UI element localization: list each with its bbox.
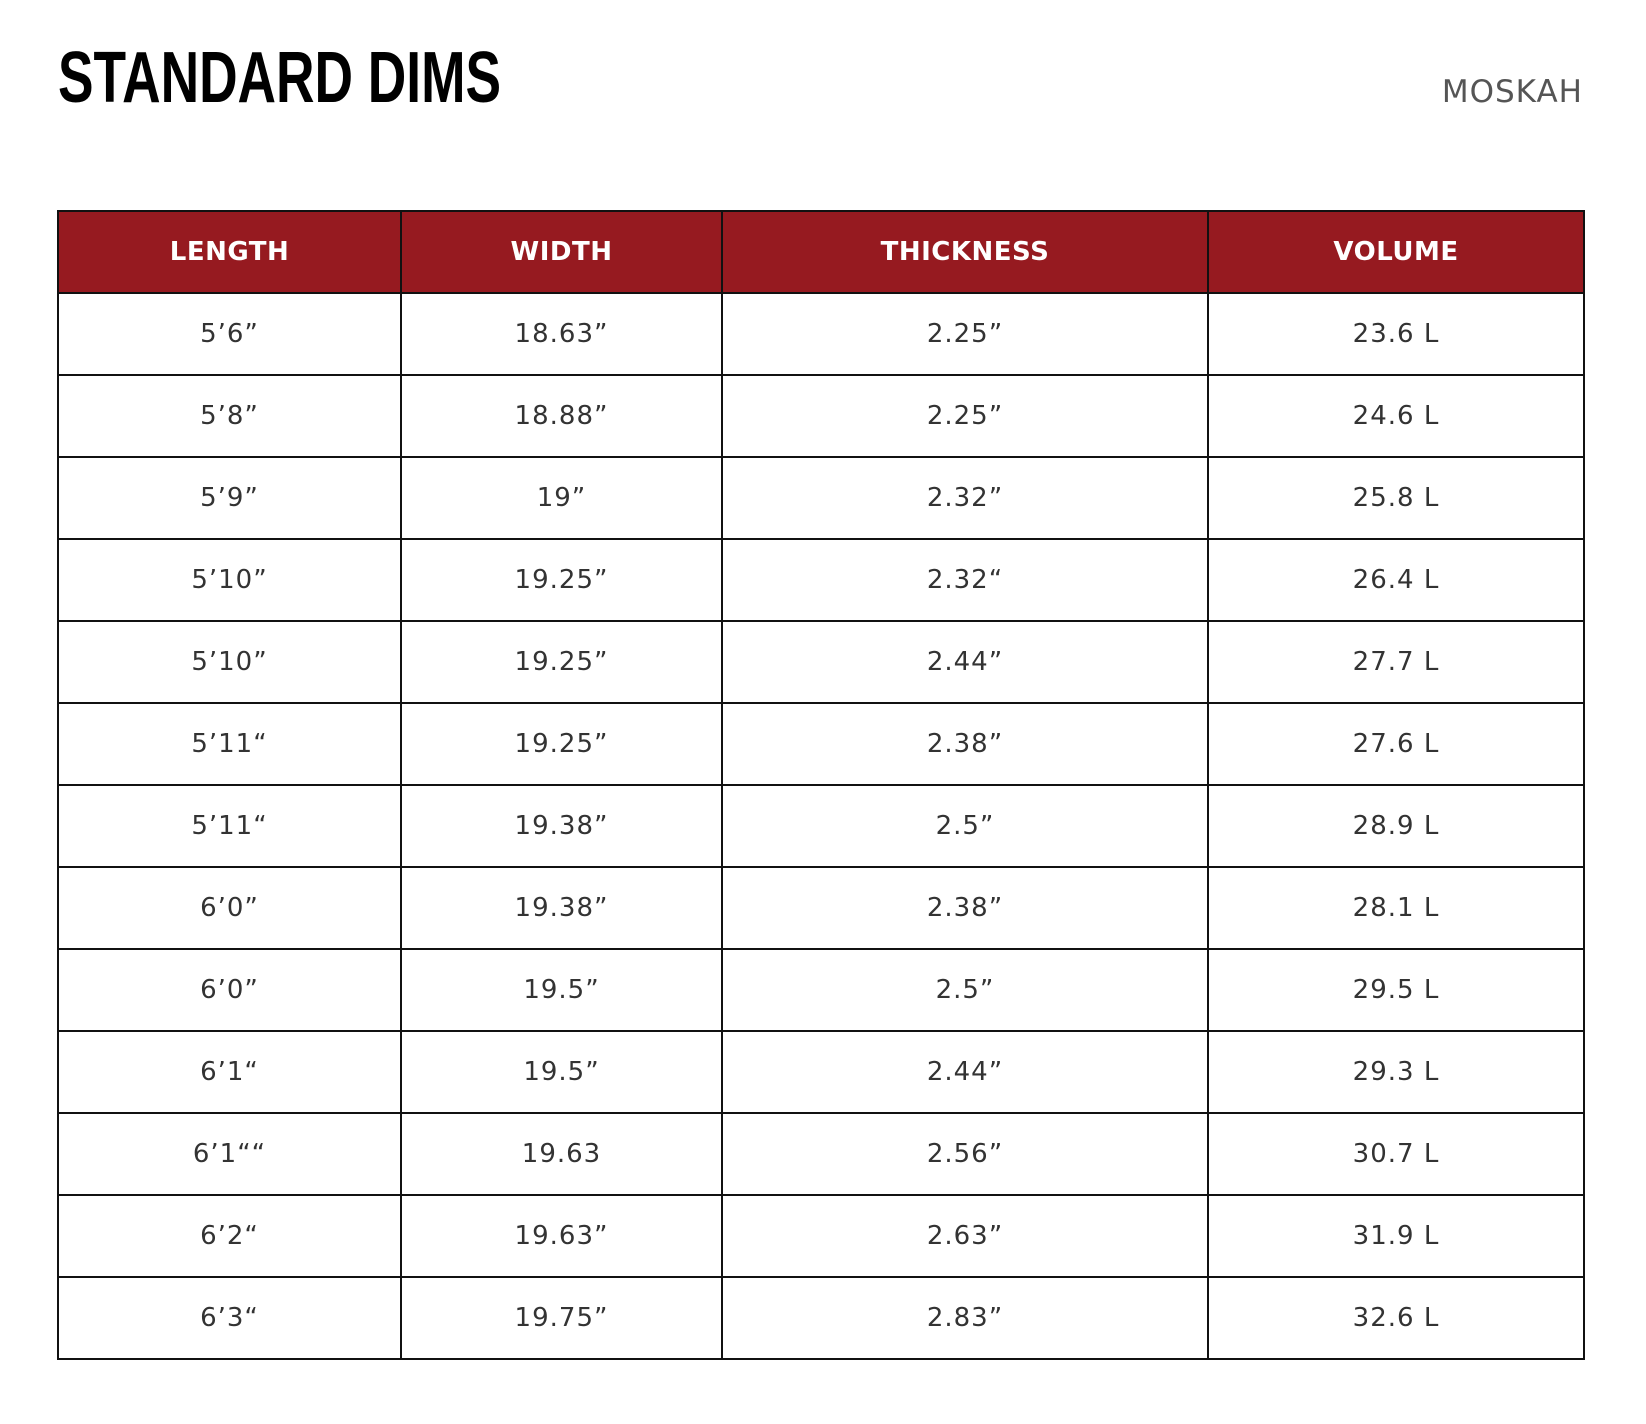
table-row: [58, 457, 1584, 539]
cell-width: 19.5”: [401, 1031, 722, 1113]
cell-width: 19.63”: [401, 1195, 722, 1277]
column-header-thickness: THICKNESS: [722, 211, 1208, 293]
cell-thickness: 2.25”: [722, 375, 1208, 457]
cell-length: 6’1““: [58, 1113, 401, 1195]
table-row: [58, 703, 1584, 785]
cell-volume: 27.6 L: [1208, 703, 1584, 785]
cell-volume: 28.9 L: [1208, 785, 1584, 867]
cell-volume: 30.7 L: [1208, 1113, 1584, 1195]
cell-length: 6’0”: [58, 949, 401, 1031]
cell-volume: 24.6 L: [1208, 375, 1584, 457]
cell-thickness: 2.5”: [722, 785, 1208, 867]
cell-width: 19”: [401, 457, 722, 539]
cell-volume: 26.4 L: [1208, 539, 1584, 621]
cell-length: 6’0”: [58, 867, 401, 949]
table-header-row: [58, 211, 1584, 293]
cell-thickness: 2.38”: [722, 703, 1208, 785]
cell-width: 19.5”: [401, 949, 722, 1031]
cell-width: 19.38”: [401, 785, 722, 867]
cell-width: 19.25”: [401, 621, 722, 703]
table-row: [58, 539, 1584, 621]
cell-thickness: 2.44”: [722, 621, 1208, 703]
table-row: [58, 1277, 1584, 1359]
cell-thickness: 2.44”: [722, 1031, 1208, 1113]
cell-width: 19.38”: [401, 867, 722, 949]
cell-width: 19.63: [401, 1113, 722, 1195]
table-row: [58, 293, 1584, 375]
cell-width: 18.88”: [401, 375, 722, 457]
cell-length: 6’1“: [58, 1031, 401, 1113]
cell-thickness: 2.56”: [722, 1113, 1208, 1195]
table-row: [58, 1113, 1584, 1195]
dimensions-table: [57, 210, 1585, 1360]
cell-volume: 27.7 L: [1208, 621, 1584, 703]
cell-volume: 29.3 L: [1208, 1031, 1584, 1113]
cell-thickness: 2.5”: [722, 949, 1208, 1031]
table-row: [58, 375, 1584, 457]
cell-volume: 25.8 L: [1208, 457, 1584, 539]
table-row: [58, 1195, 1584, 1277]
table-row: [58, 949, 1584, 1031]
table-row: [58, 621, 1584, 703]
cell-length: 6’3“: [58, 1277, 401, 1359]
table-row: [58, 867, 1584, 949]
cell-length: 5’6”: [58, 293, 401, 375]
cell-length: 5’9”: [58, 457, 401, 539]
cell-volume: 28.1 L: [1208, 867, 1584, 949]
cell-length: 5’8”: [58, 375, 401, 457]
cell-length: 5’10”: [58, 539, 401, 621]
cell-volume: 32.6 L: [1208, 1277, 1584, 1359]
cell-thickness: 2.32”: [722, 457, 1208, 539]
page-title: STANDARD DIMS: [58, 38, 501, 118]
model-name: MOSKAH: [1441, 74, 1583, 110]
cell-width: 19.25”: [401, 539, 722, 621]
cell-thickness: 2.63”: [722, 1195, 1208, 1277]
column-header-width: WIDTH: [401, 211, 722, 293]
cell-width: 19.75”: [401, 1277, 722, 1359]
table-row: [58, 785, 1584, 867]
table-row: [58, 1031, 1584, 1113]
cell-thickness: 2.25”: [722, 293, 1208, 375]
cell-volume: 23.6 L: [1208, 293, 1584, 375]
column-header-volume: VOLUME: [1208, 211, 1584, 293]
cell-volume: 29.5 L: [1208, 949, 1584, 1031]
cell-length: 6’2“: [58, 1195, 401, 1277]
column-header-length: LENGTH: [58, 211, 401, 293]
cell-length: 5’11“: [58, 785, 401, 867]
cell-width: 18.63”: [401, 293, 722, 375]
cell-volume: 31.9 L: [1208, 1195, 1584, 1277]
cell-length: 5’11“: [58, 703, 401, 785]
cell-width: 19.25”: [401, 703, 722, 785]
cell-thickness: 2.32“: [722, 539, 1208, 621]
cell-length: 5’10”: [58, 621, 401, 703]
cell-thickness: 2.83”: [722, 1277, 1208, 1359]
cell-thickness: 2.38”: [722, 867, 1208, 949]
